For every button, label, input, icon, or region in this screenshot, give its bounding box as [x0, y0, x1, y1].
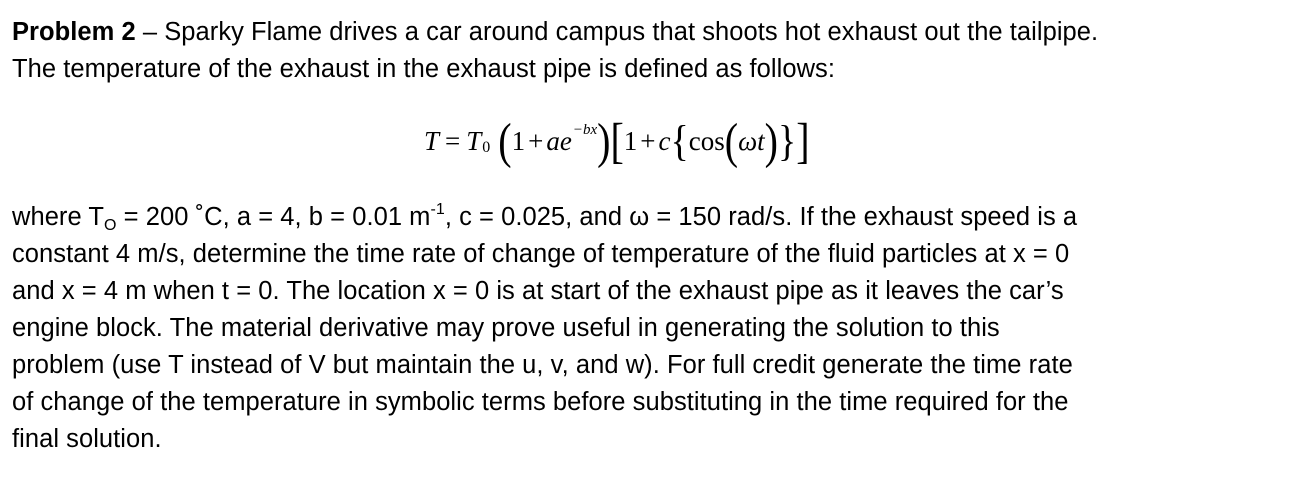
eq-close-paren: )	[597, 112, 611, 169]
intro-line-1	[12, 14, 1302, 51]
problem-body	[12, 199, 1302, 458]
eq-one: 1	[511, 125, 526, 156]
body-line-2: constant 4 m/s, determine the time rate of change of temperature of the fluid particles at x = 0	[12, 240, 1070, 268]
eq-var-T0: T	[466, 125, 482, 156]
eq-plus: +	[528, 125, 544, 156]
equation-expression	[424, 112, 810, 169]
problem-document	[12, 0, 1302, 458]
eq-close-bracket: ]	[796, 112, 810, 169]
eq-omega-t: ωt	[738, 125, 765, 156]
body-line-4: engine block. The material derivative may prove useful in generating the solution to this	[12, 314, 1000, 342]
eq-sub-0: 0	[482, 139, 491, 156]
eq-exponent: −bx	[572, 121, 598, 138]
body-line-1b: = 200 ˚C, a = 4, b = 0.01 m	[116, 203, 431, 231]
eq-var-c: c	[658, 125, 671, 156]
body-sup-minus1: -1	[430, 201, 445, 218]
eq-one-2: 1	[623, 125, 638, 156]
eq-cos: cos	[688, 125, 725, 156]
eq-equals: =	[445, 125, 461, 156]
intro-text-1: – Sparky Flame drives a car around campus that shoots hot exhaust out the tailpipe.	[135, 18, 1099, 46]
eq-open-brace: {	[670, 116, 689, 166]
eq-var-e: e	[559, 125, 572, 156]
problem-title: Problem 2	[12, 18, 136, 46]
body-line-5: problem (use T instead of V but maintain the u, v, and w). For full credit generate the time rate	[12, 351, 1073, 379]
eq-open-paren: (	[498, 112, 512, 169]
eq-close-brace: }	[777, 116, 797, 166]
body-sub-O: O	[104, 217, 117, 234]
eq-open-paren-2: (	[724, 112, 739, 169]
body-line-7: final solution.	[12, 425, 162, 453]
body-line-1	[12, 199, 1302, 236]
eq-var-a: a	[546, 125, 560, 156]
intro-line-2: The temperature of the exhaust in the exhaust pipe is defined as follows:	[12, 55, 835, 83]
body-line-6: of change of the temperature in symbolic terms before substituting in the time required for the	[12, 388, 1069, 416]
body-line-1a: where T	[12, 203, 105, 231]
temperature-equation	[12, 105, 1302, 179]
eq-close-paren-2: )	[764, 112, 778, 169]
eq-var-T: T	[424, 125, 440, 156]
body-line-3: and x = 4 m when t = 0. The location x = 0 is at start of the exhaust pipe as it leaves the car’s	[12, 277, 1064, 305]
problem-intro	[12, 14, 1302, 88]
body-line-1c: , c = 0.025, and ω = 150 rad/s. If the exhaust speed is a	[444, 203, 1078, 231]
eq-plus-2: +	[640, 125, 656, 156]
eq-open-bracket: [	[610, 112, 624, 169]
